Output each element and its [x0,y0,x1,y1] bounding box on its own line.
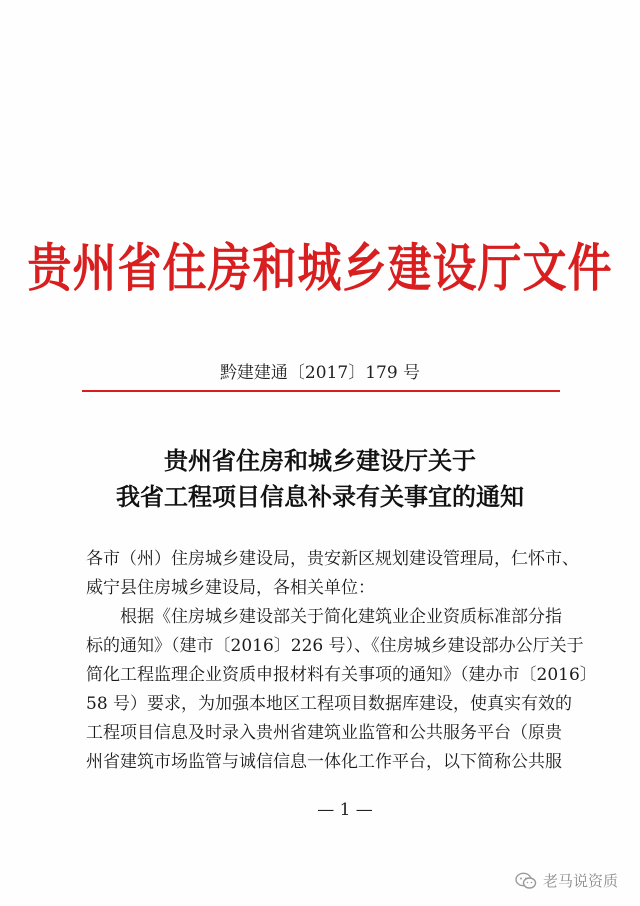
body-line: 威宁县住房城乡建设局，各相关单位： [86,578,375,598]
document-number: 黔建建通〔2017〕179 号 [219,363,421,383]
notice-title-line2: 我省工程项目信息补录有关事宜的通知 [116,482,524,511]
wechat-icon [515,872,537,890]
red-divider-line [82,390,560,392]
body-line: 58 号）要求，为加强本地区工程项目数据库建设，使真实有效的 [86,694,573,714]
body-text [86,545,597,777]
body-line: 工程项目信息及时录入贵州省建筑业监管和公共服务平台（原贵 [86,723,562,743]
watermark-text: 老马说资质 [542,872,618,890]
body-line: 州省建筑市场监管与诚信信息一体化工作平台，以下简称公共服 [86,752,562,772]
page-number: — 1 — [317,800,373,820]
document-header-title: 贵州省住房和城乡建设厅文件 [27,238,613,300]
watermark [515,870,618,891]
body-line: 标的通知》（建市〔2016〕226 号）、《住房城乡建设部办公厅关于 [86,636,584,656]
notice-title-line1: 贵州省住房和城乡建设厅关于 [164,446,476,475]
body-line: 根据《住房城乡建设部关于简化建筑业企业资质标准部分指 [120,607,562,627]
body-line: 各市（州）住房城乡建设局，贵安新区规划建设管理局，仁怀市、 [86,549,579,569]
body-line: 简化工程监理企业资质申报材料有关事项的通知》（建办市〔2016〕 [86,665,597,685]
